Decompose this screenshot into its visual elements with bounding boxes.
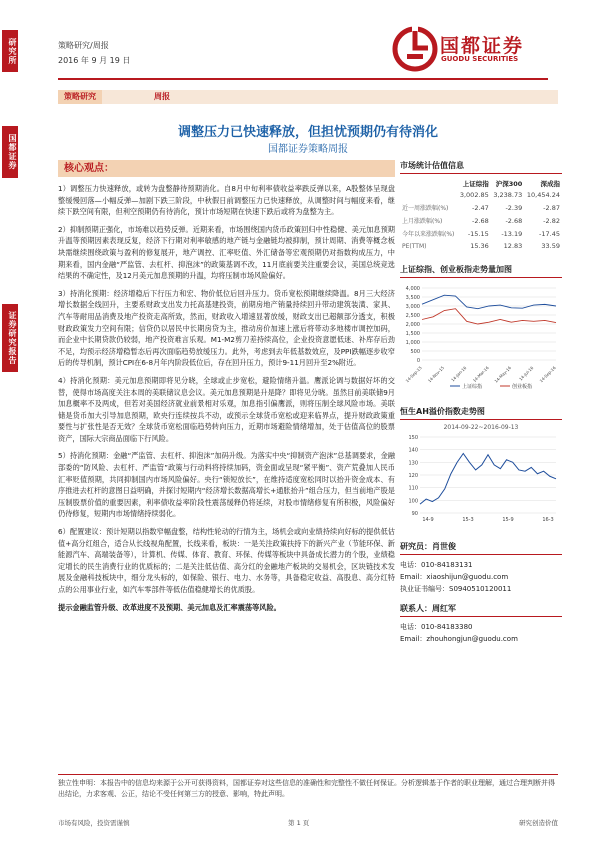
analyst1-phone: 电话：010-84183131 xyxy=(400,561,473,569)
header-meta xyxy=(58,38,130,68)
y-tick-label: 1,000 xyxy=(405,340,420,346)
y-tick-label: 110 xyxy=(408,485,418,492)
sidebar-tab-research-institute: 研究所 xyxy=(2,30,18,72)
y-tick-label: 2,500 xyxy=(405,313,420,319)
analyst2-phone: 电话：010-84183380 xyxy=(400,623,473,631)
y-tick-label: 500 xyxy=(410,349,420,355)
chart2-range: 2014-09-22~2016-09-13 xyxy=(443,424,519,431)
analyst1-info xyxy=(400,559,562,595)
col-header: 上证综指 xyxy=(462,180,489,188)
table-row: PE(TTM) 15.36 12.83 33.59 xyxy=(402,242,560,250)
y-tick-label: 150 xyxy=(408,435,418,441)
point-1: 1）调整压力快速释放，或转为盘整静待预期消化。自8月中旬利率债收益率跌反弹以来，A股整体呈现盘整缓慢回落—小幅反弹—加剧下跌三阶段，中秋假日前调整压力已快速释放，从调整时间与幅度来看，继续下跌空间有限，但利空预期仍有待消化，预计市场短期在快速下跌后或将为盘整为主。 xyxy=(58,184,395,217)
sidebar-tab-report: 证券研究报告 xyxy=(2,304,18,372)
disclaimer: 独立性申明：本报告中的信息均来源于公开可获得资料，国都证券对这些信息的准确性和完整性不做任何保证。分析逻辑基于作者的职业理解，通过合理判断并得出结论，力求客观、公正，结论不受任何第三方的授意、影响，特此声明。 xyxy=(58,774,558,800)
analyst1-cert: 执业证书编号：S0940510120011 xyxy=(400,585,512,593)
footer-slogan: 研究创造价值 xyxy=(519,819,558,827)
sidebar-tab-guodu: 国都证券 xyxy=(2,126,18,178)
y-tick-label: 130 xyxy=(408,460,418,467)
y-tick-label: 120 xyxy=(408,473,418,479)
x-tick-label: 15-9 xyxy=(502,517,514,523)
company-logo xyxy=(392,26,542,72)
risk-note: 提示金融监管升级、改革进度不及预期、美元加息及汇率震荡等风险。 xyxy=(58,602,281,612)
analyst2-info xyxy=(400,621,562,645)
logo-text-en: GUODU SECURITIES xyxy=(441,55,519,63)
logo-text-cn: 国都证券 xyxy=(440,35,525,57)
table-row: 3,002.85 3,238.73 10,454.24 xyxy=(459,191,560,199)
x-tick-label: 15-3 xyxy=(462,517,474,523)
core-section xyxy=(58,160,395,619)
header-divider xyxy=(58,78,548,80)
table-row: 近一周涨跌幅(%) -2.47 -2.39 -2.87 xyxy=(402,203,560,212)
report-category: 策略研究/周报 xyxy=(58,41,109,50)
y-tick-label: 3,000 xyxy=(405,304,420,310)
report-date: 2016 年 9 月 19 日 xyxy=(58,56,131,65)
point-5: 5）持消化预期：金融“严监管、去杠杆、抑泡沫”加码升级。为落实中央“抑制资产泡沫”总基调要求，金融部委的“防风险、去杠杆、严监管”政策与行动料将持续加码，资金面或呈现“紧平衡”、资产荒叠加人民币汇率贬值预期，共同抑制国内市场风险偏好。央行“锁短放长”，在维持适度宽松同时以抬升资金成本、有序推进去杠杆的意图日益明确，并探讨短期内“经济增长数据高增长+通胀抬升”组合压力，但当前地产股是压制股票价值的重要因素，利率债收益率阶段性震荡缓释仍将延续，对股市情绪修复有所积极，风险偏好仍待修复，短期内市场情绪持续弱化。 xyxy=(58,451,395,519)
tag-strategy: 策略研究 xyxy=(58,90,102,104)
analyst2-label: 联系人：周红军 xyxy=(400,603,562,617)
col-header: 深成指 xyxy=(540,180,560,188)
y-tick-label: 4,000 xyxy=(405,286,420,292)
y-tick-label: 100 xyxy=(408,498,418,505)
x-tick-label: 16-3 xyxy=(542,517,554,523)
y-tick-label: 1,500 xyxy=(405,331,420,337)
y-tick-label: 0 xyxy=(416,358,420,364)
report-title: 调整压力已快速释放，但担忧预期仍有待消化 xyxy=(177,125,438,140)
sidebar xyxy=(0,0,20,842)
chart2-title: 恒生AH溢价指数走势图 xyxy=(400,406,562,420)
logo-mark-icon xyxy=(392,26,438,72)
legend-label: 创业板指 xyxy=(512,384,533,390)
y-tick-label: 90 xyxy=(411,511,418,517)
page-number: 第 1 页 xyxy=(288,819,310,827)
ah-premium-chart xyxy=(400,431,562,531)
series-line-1 xyxy=(422,309,556,324)
legend-label: 上证综指 xyxy=(462,384,483,390)
point-3: 3）持消化预期：经济增稳后下行压力和宏、物价低位后回升压力。货币宽松预期继续降温。8月三大经济增长数据全线回升，主要系财政支出发力托高基建投资，前期房地产销量持续回升带动建筑装潢、家具、汽车等耐用品消费及地产投资走高所致，然而，财政收入增速显著放缓，财政支出已超额部分透支，积极财政政策发力空间有限；信贷仍以居民中长期房贷为主，推动房价加速上涨后将带动多地楼市调控加码，而企业中长期贷款仍较弱，地产投资难言乐观。M1-M2剪刀差持续高位，企业投资意愿低迷、补库存后劲不足，均预示经济增稳暂态后再次面临趋势放缓压力。此外，考虑到去年低基数效应，及PPI跌幅逐步收窄后的传导机制，预计CPI在6-8月年内阶段低位后，存在回升压力，预计9-11月回升至2%附近。 xyxy=(58,288,395,368)
point-6: 6）配置建议：预计短期以指数窄幅盘整，结构性轮动的行情为主，场机会或向业绩持续向好标的提供低估值+高分红组合，适合从长线视角配置，长线来看，板块：一是关注政策扶持下的新兴产业（节能环保、新能源汽车、高端装备等），计算机、传媒、体育、教育、环保、传媒等板块中具备成长潜力的个股，业绩稳定增长的民生消费行业的优质标的；二是关注低估值、高分红的金融地产板块的交易机会，区块链技术发展及金融科技板块中，细分龙头标的，如保险、银行、电力、水务等，具备稳定收益、高股息、高分红特点的公用事业行业，如汽车零部件等低估值稳健增长的优质股。 xyxy=(58,527,395,594)
analyst2-email[interactable]: Email：zhouhongjun@guodu.com xyxy=(400,635,518,643)
table-row: 今年以来涨跌幅(%) -15.15 -13.19 -17.45 xyxy=(402,229,560,238)
tag-weekly: 周报 xyxy=(154,92,170,101)
x-tick-label: 14-Sep-15 xyxy=(404,365,423,384)
tag-bar xyxy=(58,90,558,104)
table-row: 上月涨跌幅(%) -2.68 -2.68 -2.82 xyxy=(402,216,560,225)
x-tick-label: 14-Jan-16 xyxy=(450,365,468,383)
market-sidebar xyxy=(400,160,562,645)
y-tick-label: 2,000 xyxy=(405,322,420,328)
core-label: 核心观点： xyxy=(58,160,395,177)
x-tick-label: 14-9 xyxy=(422,517,434,523)
report-subtitle: 国都证券策略周报 xyxy=(268,144,348,155)
x-tick-label: 14-Nov-15 xyxy=(426,365,446,384)
x-tick-label: 14-Jul-16 xyxy=(518,365,535,382)
analyst1-label: 研究员：肖世俊 xyxy=(400,541,562,555)
col-header: 沪深300 xyxy=(495,180,523,188)
point-4: 4）持消化预期：美元加息预期即将见分晓，全球或止步宽松，避险情绪升温。鹰派论调与数据好坏的交替，使得市场高度关注本周的美联储议息会议。美元加息预期是升是降？即将见分晓。虽然目前美联储9月加息概率不及两成，但若对美国经济就业前景相对乐观，加息指引偏鹰派，则将压制全球风险市场。美联储是货币加大引导加息预期，欧央行连续按兵不动，或预示全球货币宽松或迎来临界点，提升财政政策重要性与扩张性是否无效？全球货币宽松面临趋势转向压力，近期市场避险情绪增加，处于估值高位的股票资产，国际大宗商品面临下行风险。 xyxy=(58,375,395,443)
point-2: 2）抑制预期正强化，市场难以趋势反弹。近期来看，市场围绕国内货币政策回归中性稳健、美元加息预期升温等预期因素表现反复，经济下行期对利率敏感的地产链与金融链均被抑制，预计周期、消费等概念板块需继续围绕政策与盈利的修复展开，地产调控、汇率贬值、外汇储备等宏观预期仍对指数构成压力，中期来看，国内金融“严监管、去杠杆、抑泡沫”的政策基调不改，11月底前要关注重要会议，美国总统竞选结果的不确定性，及12月美元加息预期的升温，均将压制市场风险偏好。 xyxy=(58,224,395,281)
footer-risk: 市场有风险，投资需谨慎 xyxy=(58,819,130,827)
x-tick-label: 14-May-16 xyxy=(493,365,513,384)
market-stats-title: 市场统计估值信息 xyxy=(400,160,562,174)
index-trend-chart xyxy=(400,282,562,392)
market-stats-table xyxy=(400,178,562,252)
chart1-title: 上证综指、创业板指走势量加图 xyxy=(400,264,562,278)
x-tick-label: 14-Mar-16 xyxy=(471,365,490,384)
analyst1-email[interactable]: Email：xiaoshijun@guodu.com xyxy=(400,573,509,581)
y-tick-label: 140 xyxy=(408,447,418,454)
x-tick-label: 14-Sep-16 xyxy=(538,365,557,384)
y-tick-label: 3,500 xyxy=(405,295,420,301)
ah-premium-line xyxy=(420,453,556,504)
